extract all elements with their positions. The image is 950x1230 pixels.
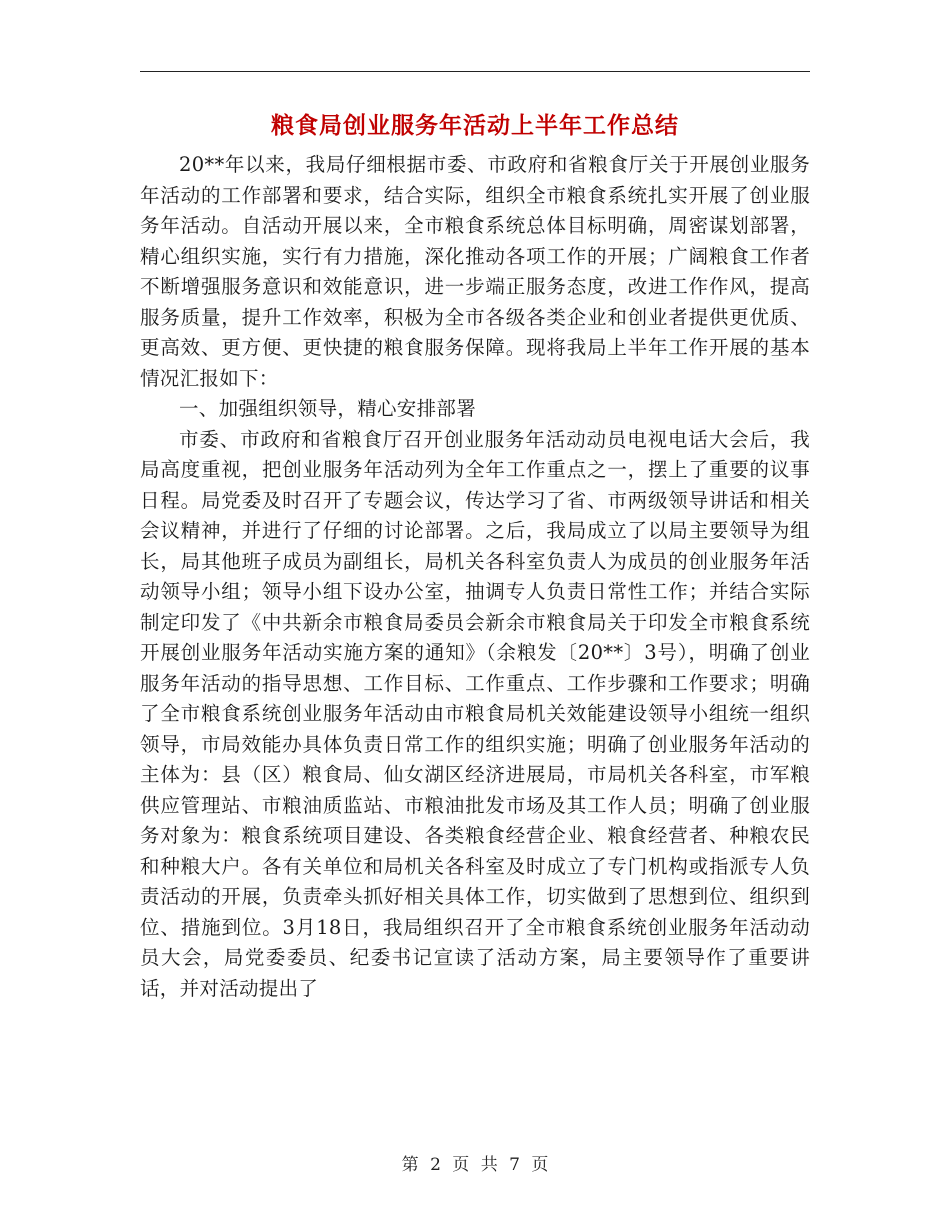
footer-total-prefix: 共 (480, 1155, 498, 1175)
footer-page-word: 页 (452, 1155, 470, 1175)
paragraph-section-1: 市委、市政府和省粮食厅召开创业服务年活动动员电视电话大会后，我局高度重视，把创业服务年活动列为全年工作重点之一，摆上了重要的议事日程。局党委及时召开了专题会议，传达学习了省、市两级领导讲话和相关会议精神，并进行了仔细的讨论部署。之后，我局成立了以局主要领导为组长，局其他班子成员为副组长，局机关各科室负责人为成员的创业服务年活动领导小组；领导小组下设办公室，抽调专人负责日常性工作；并结合实际制定印发了《中共新余市粮食局委员会新余市粮食局关于印发全市粮食系统开展创业服务年活动实施方案的通知》（余粮发〔20**〕3号），明确了创业服务年活动的指导思想、工作目标、工作重点、工作步骤和工作要求；明确了全市粮食系统创业服务年活动由市粮食局机关效能建设领导小组统一组织领导，市局效能办具体负责日常工作的组织实施；明确了创业服务年活动的主体为：县（区）粮食局、仙女湖区经济进展局，市局机关各科室，市军粮供应管理站、市粮油质监站、市粮油批发市场及其工作人员；明确了创业服务对象为：粮食系统项目建设、各类粮食经营企业、粮食经营者、种粮农民和种粮大户。各有关单位和局机关各科室及时成立了专门机构或指派专人负责活动的开展，负责牵头抓好相关具体工作，切实做到了思想到位、组织到位、措施到位。3月18日，我局组织召开了全市粮食系统创业服务年活动动员大会，局党委委员、纪委书记宣读了活动方案，局主要领导作了重要讲话，并对活动提出了 (140, 427, 810, 1000)
section-heading-1: 一、加强组织领导，精心安排部署 (179, 397, 477, 420)
footer-prefix: 第 (401, 1155, 419, 1175)
document-title: 粮食局创业服务年活动上半年工作总结 (271, 112, 679, 139)
footer-total-suffix: 页 (531, 1155, 549, 1175)
footer-total-pages: 7 (509, 1155, 520, 1175)
paragraph-intro: 20**年以来，我局仔细根据市委、市政府和省粮食厅关于开展创业服务年活动的工作部署和要求，结合实际，组织全市粮食系统扎实开展了创业服务年活动。自活动开展以来，全市粮食系统总体目标明确，周密谋划部署，精心组织实施，实行有力措施，深化推动各项工作的开展；广阔粮食工作者不断增强服务意识和效能意识，进一步端正服务态度，改进工作作风，提高服务质量，提升工作效率，积极为全市各级各类企业和创业者提供更优质、更高效、更方便、更快捷的粮食服务保障。现将我局上半年工作开展的基本情况汇报如下： (140, 153, 810, 390)
page-footer (0, 1153, 950, 1177)
footer-current-page: 2 (430, 1155, 441, 1175)
header-rule (140, 71, 810, 72)
document-body (140, 150, 810, 1004)
